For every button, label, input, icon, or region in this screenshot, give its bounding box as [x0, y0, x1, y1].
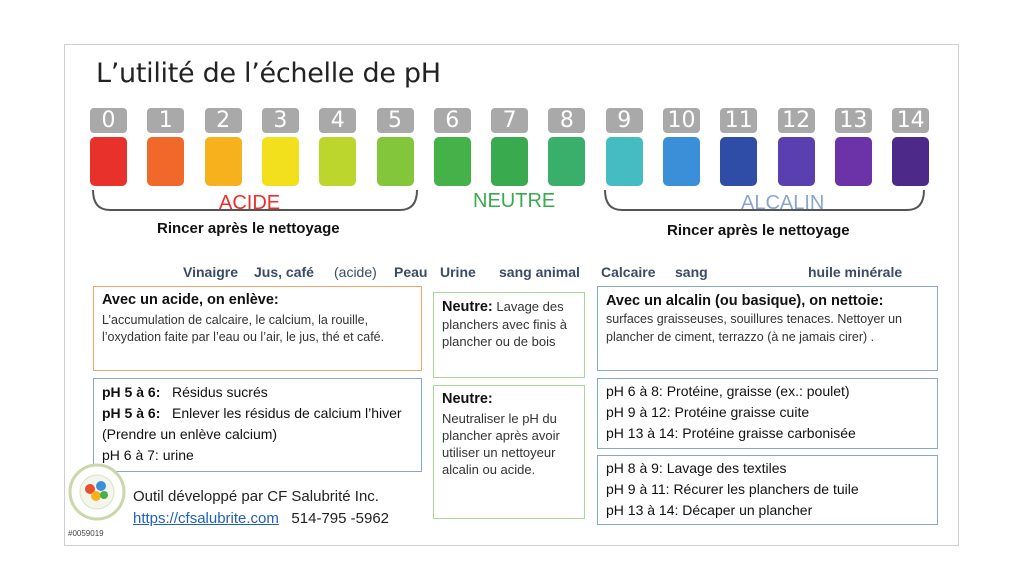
acid-box-text: L’accumulation de calcaire, le calcium, la rouille, l’oxydation faite par l’eau ou l’air, le jus, thé et café. — [102, 313, 385, 344]
ph-color-swatch — [434, 137, 471, 186]
phone-number: 514-795 -5962 — [291, 510, 390, 527]
ph-color-swatch — [835, 137, 872, 186]
footer-tool: Outil développé par CF Salubrité Inc. — [133, 488, 379, 505]
alkaline-ph1-row-2: pH 9 à 12: Protéine graisse cuite — [606, 404, 810, 420]
website-link[interactable]: https://cfsalubrite.com — [133, 510, 279, 527]
substance-blood: sang — [675, 264, 708, 280]
ph-color-swatch — [720, 137, 757, 186]
substance-animal-blood: sang animal — [499, 264, 580, 280]
ph-color-swatch — [90, 137, 127, 186]
ph-number: 10 — [663, 108, 700, 133]
ph-number: 6 — [434, 108, 471, 133]
ph-number: 13 — [835, 108, 872, 133]
ph-color-swatch — [147, 137, 184, 186]
ph-number: 7 — [491, 108, 528, 133]
ph-number: 14 — [892, 108, 929, 133]
ph-color-swatch — [262, 137, 299, 186]
seal-code: #0059019 — [68, 529, 104, 538]
ph-color-swatch — [606, 137, 643, 186]
ph-color-swatch — [491, 137, 528, 186]
acid-ph-row-3: pH 6 à 7: urine — [102, 447, 194, 463]
alkaline-ph-box-1 — [597, 378, 938, 449]
ph-number: 4 — [319, 108, 356, 133]
acid-info-box — [93, 286, 422, 371]
substance-urine: Urine — [440, 264, 476, 280]
ph-number: 9 — [606, 108, 643, 133]
neutral-label: NEUTRE — [473, 190, 556, 212]
ph-color-swatch — [377, 137, 414, 186]
alkaline-ph-box-2 — [597, 455, 938, 525]
ph-color-swatch — [319, 137, 356, 186]
ph-number: 8 — [548, 108, 585, 133]
ph-color-swatch — [778, 137, 815, 186]
ph-number: 12 — [778, 108, 815, 133]
substance-juice-coffee: Jus, café — [254, 264, 314, 280]
ph-color-swatch — [663, 137, 700, 186]
neutral-box-2: Neutre: Neutraliser le pH du plancher après avoir utiliser un nettoyeur alcalin ou acide. — [433, 385, 585, 519]
substance-mineral-oil: huile minérale — [808, 264, 903, 280]
ph-number: 5 — [377, 108, 414, 133]
alkaline-ph2-row-2: pH 9 à 11: Récurer les planchers de tuile — [606, 481, 859, 497]
substance-acid-note: (acide) — [334, 264, 377, 280]
ph-number: 11 — [720, 108, 757, 133]
ph-number: 0 — [90, 108, 127, 133]
footer-contact — [133, 510, 389, 527]
ph-color-swatch — [892, 137, 929, 186]
ph-color-swatch — [548, 137, 585, 186]
acid-ph-row-2: pH 5 à 6: Enlever les résidus de calcium l’hiver (Prendre un enlève calcium) — [102, 405, 402, 442]
rinse-note-right: Rincer après le nettoyage — [667, 222, 850, 239]
substance-limescale: Calcaire — [601, 264, 656, 280]
alkaline-ph2-row-1: pH 8 à 9: Lavage des textiles — [606, 460, 787, 476]
acid-ph-box — [93, 378, 422, 472]
alkaline-ph1-row-3: pH 13 à 14: Protéine graisse carbonisée — [606, 425, 856, 441]
acid-label: ACIDE — [219, 192, 281, 214]
alkaline-label: ALCALIN — [741, 192, 825, 214]
alkaline-ph2-row-3: pH 13 à 14: Décaper un plancher — [606, 502, 813, 518]
alkaline-info-box: Avec un alcalin (ou basique), on nettoie: surfaces graisseuses, souillures tenaces. Nettoyer un plancher de ciment, terrazzo (à ne jamais cirer) . — [597, 286, 938, 371]
substance-vinegar: Vinaigre — [183, 264, 238, 280]
accreditation-seal-icon — [68, 463, 126, 521]
acid-box-heading: Avec un acide, on enlève: — [102, 292, 279, 308]
acid-ph-row-1: pH 5 à 6: Résidus sucrés — [102, 384, 268, 400]
ph-number: 3 — [262, 108, 299, 133]
substance-skin: Peau — [394, 264, 428, 280]
page-title: L’utilité de l’échelle de pH — [96, 58, 441, 89]
neutral-box-1: Neutre: Lavage des planchers avec finis à plancher ou de bois — [433, 292, 585, 378]
ph-number: 1 — [147, 108, 184, 133]
ph-color-swatch — [205, 137, 242, 186]
ph-number: 2 — [205, 108, 242, 133]
rinse-note-left: Rincer après le nettoyage — [157, 220, 340, 237]
alkaline-ph1-row-1: pH 6 à 8: Protéine, graisse (ex.: poulet) — [606, 383, 850, 399]
